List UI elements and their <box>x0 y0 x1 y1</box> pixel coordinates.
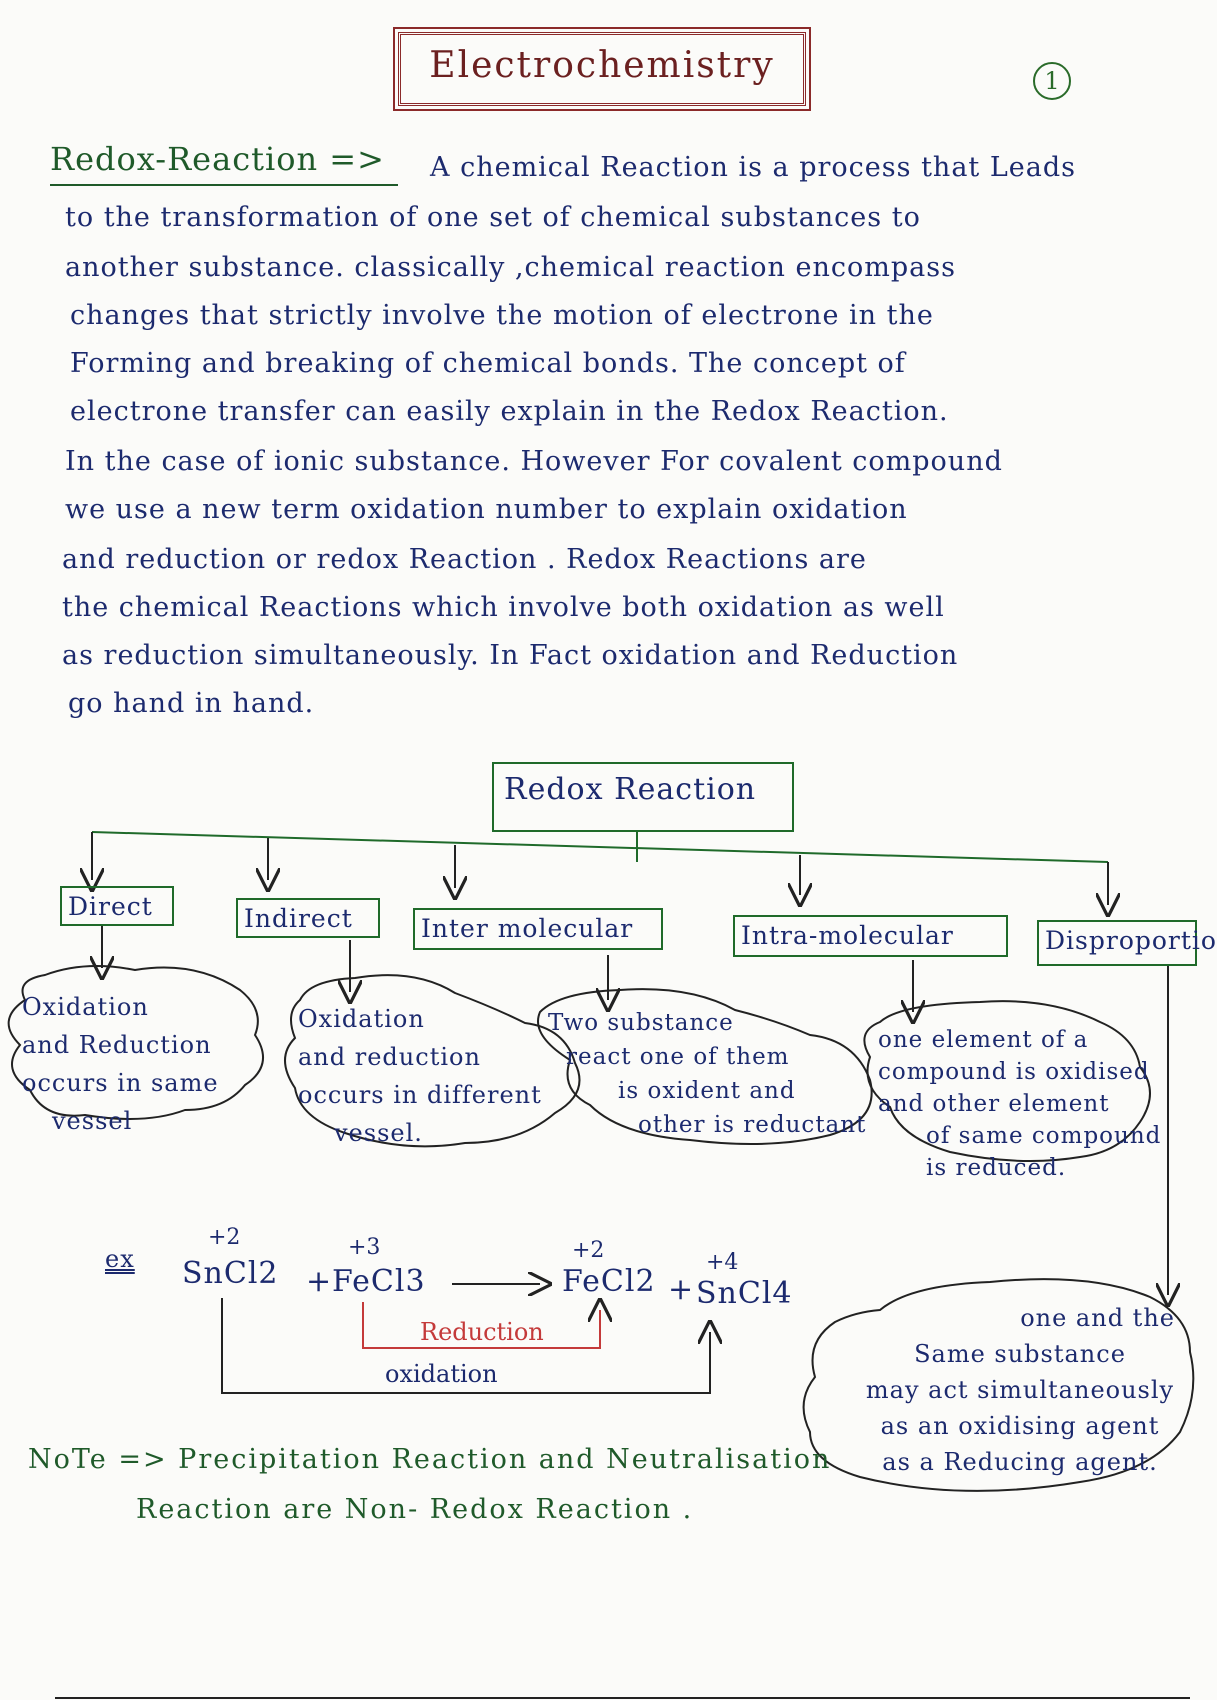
reactant-sncl2: SnCl2 <box>182 1256 279 1291</box>
page-title: Electrochemistry <box>429 45 775 86</box>
type-box-direct: Direct <box>60 886 174 926</box>
product-sncl4: SnCl4 <box>696 1276 793 1311</box>
paragraph-line: electrone transfer can easily explain in the Redox Reaction. <box>70 396 949 427</box>
direct-description: Oxidation and Reduction occurs in same vessel <box>22 993 219 1135</box>
example-label: ex <box>105 1245 135 1273</box>
paragraph-line: In the case of ionic substance. However For covalent compound <box>65 446 1003 477</box>
indirect-description: Oxidation and reduction occurs in different vessel. <box>298 1005 542 1147</box>
plus-sign: + <box>306 1264 333 1299</box>
paragraph-line: as reduction simultaneously. In Fact oxidation and Reduction <box>62 640 959 671</box>
paragraph-line: Forming and breaking of chemical bonds. The concept of <box>70 348 906 379</box>
ox-state-sn-reactant: +2 <box>208 1225 241 1250</box>
page-number: 1 <box>1033 62 1071 100</box>
paragraph-line: the chemical Reactions which involve both oxidation as well <box>62 592 945 623</box>
type-box-disproportionation: Disproportio <box>1037 920 1197 966</box>
plus-sign: + <box>668 1272 695 1307</box>
ox-state-fe-reactant: +3 <box>348 1235 381 1260</box>
paragraph-line: to the transformation of one set of chemical substances to <box>65 202 921 233</box>
type-box-indirect: Indirect <box>236 898 380 938</box>
reduction-label: Reduction <box>420 1318 544 1346</box>
type-box-intramolecular: Intra-molecular <box>733 915 1008 957</box>
paragraph-line: and reduction or redox Reaction . Redox Reactions are <box>62 544 867 575</box>
page-bottom-rule <box>55 1697 1190 1699</box>
oxidation-label: oxidation <box>385 1360 498 1388</box>
intermolecular-description: Two substance react one of them is oxident and other is reductant <box>548 1010 867 1138</box>
intramolecular-description: one element of a compound is oxidised and other element of same compound is reduced. <box>878 1027 1162 1181</box>
section-heading: Redox-Reaction => <box>50 140 385 178</box>
paragraph-line: go hand in hand. <box>68 688 315 719</box>
paragraph-line: another substance. classically ,chemical reaction encompass <box>65 252 956 283</box>
paragraph-line: we use a new term oxidation number to explain oxidation <box>65 494 908 525</box>
note-line: NoTe => Precipitation Reaction and Neutralisation <box>28 1444 832 1475</box>
ox-state-fe-product: +2 <box>572 1238 605 1263</box>
ox-state-sn-product: +4 <box>706 1250 739 1275</box>
product-fecl2: FeCl2 <box>562 1264 656 1299</box>
reactant-fecl3: FeCl3 <box>332 1264 426 1299</box>
paragraph-line: changes that strictly involve the motion of electrone in the <box>70 300 934 331</box>
type-box-intermolecular: Inter molecular <box>413 908 663 950</box>
disproportionation-description: one and the Same substance may act simultaneously as an oxidising agent as a Reducing agent. <box>865 1304 1175 1476</box>
diagram-root-box: Redox Reaction <box>492 762 794 832</box>
paragraph-line: A chemical Reaction is a process that Leads <box>430 152 1076 183</box>
note-line: Reaction are Non- Redox Reaction . <box>136 1494 694 1525</box>
